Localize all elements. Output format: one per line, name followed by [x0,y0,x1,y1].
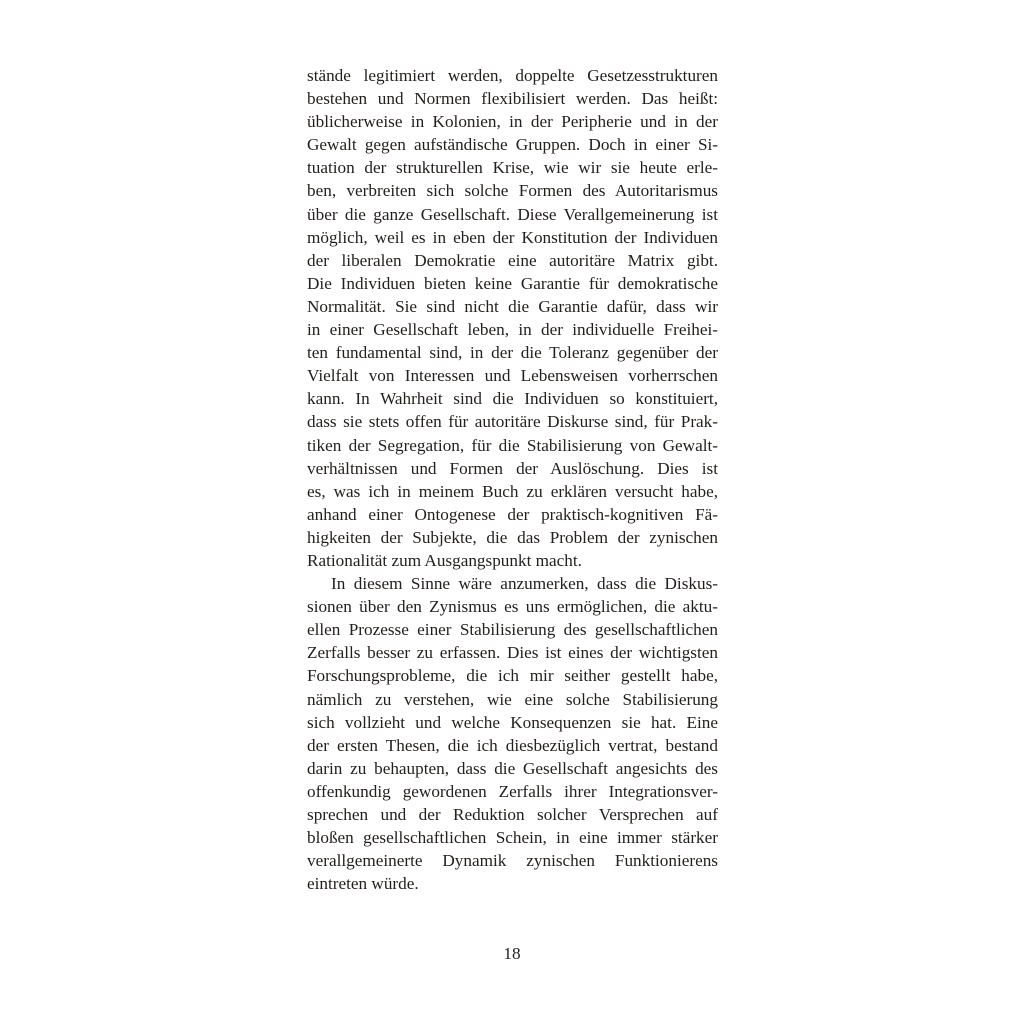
text-line: der liberalen Demokratie eine autoritäre Matrix gibt. [307,250,718,270]
text-line: möglich, weil es in eben der Konstitution der Individuen [307,227,718,247]
text-line: bloßen gesellschaftlichen Schein, in eine immer stärker [307,828,718,848]
text-line: verallgemeinerte Dynamik zynischen Funktionierens [307,851,718,871]
page-number: 18 [503,944,521,963]
body-text [307,64,718,895]
text-line: sprechen und der Reduktion solcher Versprechen auf [307,805,718,824]
text-line: Vielfalt von Interessen und Lebensweisen vorherrschen [307,366,718,386]
text-line: Normalität. Sie sind nicht die Garantie dafür, dass wir [307,296,718,316]
text-line: ten fundamental sind, in der die Toleranz gegenüber der [307,343,718,363]
text-line: eintreten würde. [307,874,419,894]
paragraph-1 [307,64,718,572]
text-line: higkeiten der Subjekte, die das Problem der zynischen [307,527,718,547]
text-line: es, was ich in meinem Buch zu erklären versucht habe, [307,481,718,501]
text-line: Rationalität zum Ausgangspunkt macht. [307,550,582,570]
text-line: Die Individuen bieten keine Garantie für demokratische [307,273,718,293]
text-line: anhand einer Ontogenese der praktisch-kognitiven Fä- [307,504,718,524]
text-line: der ersten Thesen, die ich diesbezüglich vertrat, bestand [307,735,718,755]
text-line: In diesem Sinne wäre anzumerken, dass die Diskus- [331,574,718,594]
text-line: offenkundig gewordenen Zerfalls ihrer Integrationsver- [307,781,718,801]
paragraph-2 [307,572,718,895]
text-line: darin zu behaupten, dass die Gesellschaft angesichts des [307,758,718,778]
text-line: stände legitimiert werden, doppelte Gesetzesstrukturen [307,66,718,85]
text-line: tuation der strukturellen Krise, wie wir sie heute erle- [307,158,718,178]
text-line: kann. In Wahrheit sind die Individuen so konstituiert, [307,389,718,409]
text-line: verhältnissen und Formen der Auslöschung. Dies ist [307,458,718,478]
text-line: sionen über den Zynismus es uns ermöglichen, die aktu- [307,597,718,617]
text-line: üblicherweise in Kolonien, in der Peripherie und in der [307,112,718,132]
text-line: dass sie stets offen für autoritäre Diskurse sind, für Prak- [307,412,718,432]
text-line: Forschungsprobleme, die ich mir seither gestellt habe, [307,666,718,686]
text-line: über die ganze Gesellschaft. Diese Verallgemeinerung ist [307,204,718,224]
text-line: bestehen und Normen flexibilisiert werden. Das heißt: [307,89,718,109]
text-line: ellen Prozesse einer Stabilisierung des gesellschaftlichen [307,620,718,640]
text-line: in einer Gesellschaft leben, in der individuelle Freihei- [307,320,718,340]
text-line: tiken der Segregation, für die Stabilisierung von Gewalt- [307,435,718,455]
text-line: nämlich zu verstehen, wie eine solche Stabilisierung [307,689,718,709]
text-line: sich vollzieht und welche Konsequenzen sie hat. Eine [307,712,718,732]
text-line: ben, verbreiten sich solche Formen des Autoritarismus [307,181,718,201]
text-line: Gewalt gegen aufständische Gruppen. Doch in einer Si- [307,135,718,155]
text-line: Zerfalls besser zu erfassen. Dies ist eines der wichtigsten [307,643,718,663]
